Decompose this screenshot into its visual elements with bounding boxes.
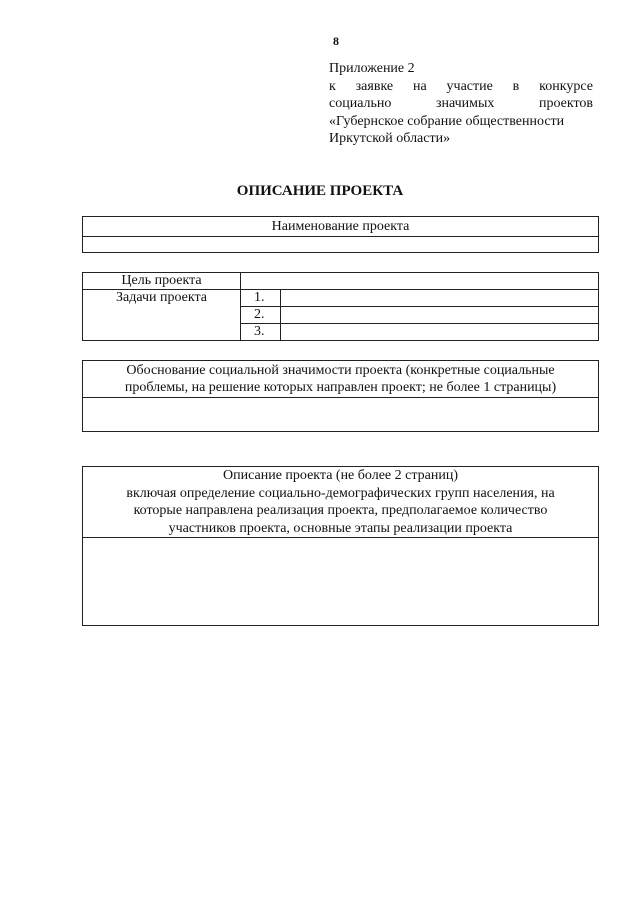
project-name-table xyxy=(82,216,599,253)
appendix-word: на xyxy=(412,78,427,94)
significance-table xyxy=(82,360,599,432)
task-number: 2. xyxy=(241,307,281,324)
appendix-line-assembly: «Губернское собрание общественности xyxy=(329,113,565,129)
goal-label: Цель проекта xyxy=(83,273,241,290)
description-header xyxy=(83,467,599,538)
appendix-word: участие xyxy=(446,78,493,94)
appendix-word: проектов xyxy=(538,96,593,111)
significance-header-line: Обоснование социальной значимости проекта (конкретные социальные xyxy=(126,363,555,378)
description-header-line: включая определение социально-демографических групп населения, на xyxy=(126,485,555,501)
description-header-line: участников проекта, основные этапы реализации проекта xyxy=(168,520,513,536)
task-field[interactable] xyxy=(281,324,599,341)
significance-field[interactable] xyxy=(83,398,599,432)
task-field[interactable] xyxy=(281,290,599,307)
description-field[interactable] xyxy=(83,538,599,626)
appendix-word: в xyxy=(512,78,520,94)
project-name-header: Наименование проекта xyxy=(83,217,599,237)
task-field[interactable] xyxy=(281,307,599,324)
tasks-label: Задачи проекта xyxy=(83,290,241,341)
appendix-word: значимых xyxy=(435,96,495,111)
significance-header-line: проблемы, на решение которых направлен проект; не более 1 страницы) xyxy=(124,380,557,395)
task-number: 1. xyxy=(241,290,281,307)
significance-header xyxy=(83,361,599,398)
goals-tasks-table xyxy=(82,272,599,341)
appendix-line-application xyxy=(329,78,593,96)
goal-field[interactable] xyxy=(241,273,599,290)
description-header-line: которые направлена реализация проекта, предполагаемое количество xyxy=(133,503,548,518)
description-header-title: Описание проекта (не более 2 страниц) xyxy=(223,468,458,483)
project-name-field[interactable] xyxy=(83,237,599,253)
appendix-header xyxy=(329,60,593,148)
appendix-word: конкурсе xyxy=(539,78,593,94)
appendix-title: Приложение 2 xyxy=(329,61,415,76)
appendix-line-region: Иркутской области» xyxy=(329,131,451,146)
document-title: ОПИСАНИЕ ПРОЕКТА xyxy=(236,183,404,199)
page-number: 8 xyxy=(333,34,339,48)
description-table xyxy=(82,466,599,626)
task-number: 3. xyxy=(241,324,281,341)
appendix-word: социально xyxy=(329,96,392,111)
appendix-word: заявке xyxy=(355,78,394,94)
appendix-line-projects xyxy=(329,95,593,113)
appendix-word: к xyxy=(329,78,336,94)
